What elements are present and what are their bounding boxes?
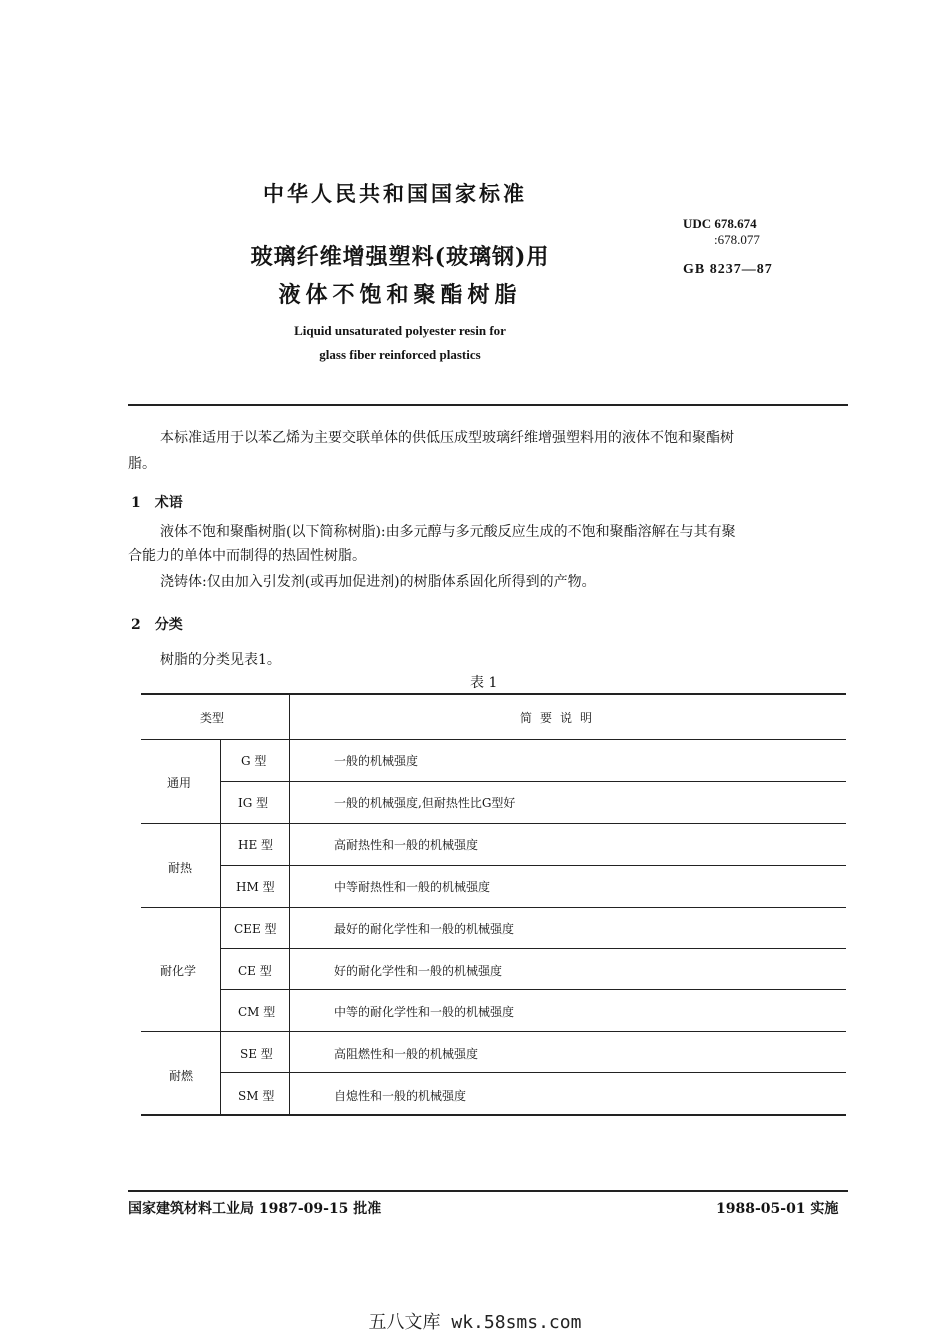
row-divider — [221, 865, 846, 866]
type-cell: IG 型 — [238, 796, 269, 810]
row-divider — [221, 781, 846, 782]
table-top-rule — [141, 693, 846, 695]
section1-heading: 1 术语 — [131, 495, 183, 511]
intro-paragraph-line2: 脂。 — [128, 456, 156, 472]
type-cell: G 型 — [241, 754, 267, 768]
section2-heading: 2 分类 — [131, 617, 183, 633]
table-column-divider-main — [289, 695, 290, 1115]
site-watermark: 五八文库 wk.58sms.com — [368, 1312, 582, 1333]
table-header-rule — [141, 739, 846, 740]
type-cell: CM 型 — [238, 1005, 276, 1019]
row-divider — [221, 948, 846, 949]
table-header-type: 类型 — [200, 711, 225, 725]
group-divider — [141, 1031, 846, 1032]
description-cell: 中等耐热性和一般的机械强度 — [334, 880, 491, 894]
header-divider — [128, 404, 848, 406]
group-label: 耐燃 — [169, 1069, 194, 1083]
table-caption: 表 1 — [470, 675, 498, 691]
description-cell: 中等的耐化学性和一般的机械强度 — [334, 1005, 515, 1019]
footer-divider — [128, 1190, 848, 1192]
gb-standard-number: GB 8237—87 — [683, 262, 773, 277]
row-divider — [221, 1072, 846, 1073]
table-column-divider-type — [220, 740, 221, 1115]
description-cell: 自熄性和一般的机械强度 — [334, 1089, 467, 1103]
approval-statement: 国家建筑材料工业局 1987-09-15 批准 — [128, 1201, 382, 1217]
group-divider — [141, 823, 846, 824]
document-title-en-line1: Liquid unsaturated polyester resin for — [294, 323, 506, 338]
group-divider — [141, 907, 846, 908]
implementation-date: 1988-05-01 实施 — [716, 1201, 839, 1217]
type-cell: CEE 型 — [234, 922, 277, 936]
type-cell: SM 型 — [238, 1089, 275, 1103]
definition-resin-line1: 液体不饱和聚酯树脂(以下简称树脂):由多元醇与多元酸反应生成的不饱和聚酯溶解在与其有聚 — [160, 524, 736, 540]
intro-paragraph-line1: 本标准适用于以苯乙烯为主要交联单体的供低压成型玻璃纤维增强塑料用的液体不饱和聚酯树 — [160, 430, 734, 446]
document-title-zh-line1: 玻璃纤维增强塑料(玻璃钢)用 — [250, 244, 550, 270]
description-cell: 高耐热性和一般的机械强度 — [334, 838, 479, 852]
document-title-zh-line2: 液体不饱和聚酯树脂 — [278, 282, 522, 308]
definition-casting: 浇铸体:仅由加入引发剂(或再加促进剂)的树脂体系固化所得到的产物。 — [160, 574, 596, 590]
row-divider — [221, 989, 846, 990]
description-cell: 高阻燃性和一般的机械强度 — [334, 1047, 479, 1061]
type-cell: HE 型 — [238, 838, 274, 852]
udc-code-line2: :678.077 — [714, 232, 760, 247]
definition-resin-line2: 合能力的单体中而制得的热固性树脂。 — [128, 548, 366, 564]
group-label: 通用 — [167, 776, 192, 790]
type-cell: SE 型 — [240, 1047, 273, 1061]
classification-text: 树脂的分类见表1。 — [160, 652, 281, 668]
description-cell: 最好的耐化学性和一般的机械强度 — [334, 922, 515, 936]
table-bottom-rule — [141, 1114, 846, 1116]
document-title-en-line2: glass fiber reinforced plastics — [319, 347, 481, 362]
group-label: 耐化学 — [160, 964, 197, 978]
group-label: 耐热 — [168, 861, 193, 875]
type-cell: CE 型 — [238, 964, 272, 978]
type-cell: HM 型 — [236, 880, 275, 894]
description-cell: 一般的机械强度,但耐热性比G型好 — [334, 796, 516, 810]
standard-type-heading: 中华人民共和国国家标准 — [263, 181, 527, 206]
description-cell: 好的耐化学性和一般的机械强度 — [334, 964, 503, 978]
description-cell: 一般的机械强度 — [334, 754, 419, 768]
udc-code-line1: UDC 678.674 — [683, 216, 757, 231]
table-header-description: 简要说明 — [520, 711, 601, 725]
